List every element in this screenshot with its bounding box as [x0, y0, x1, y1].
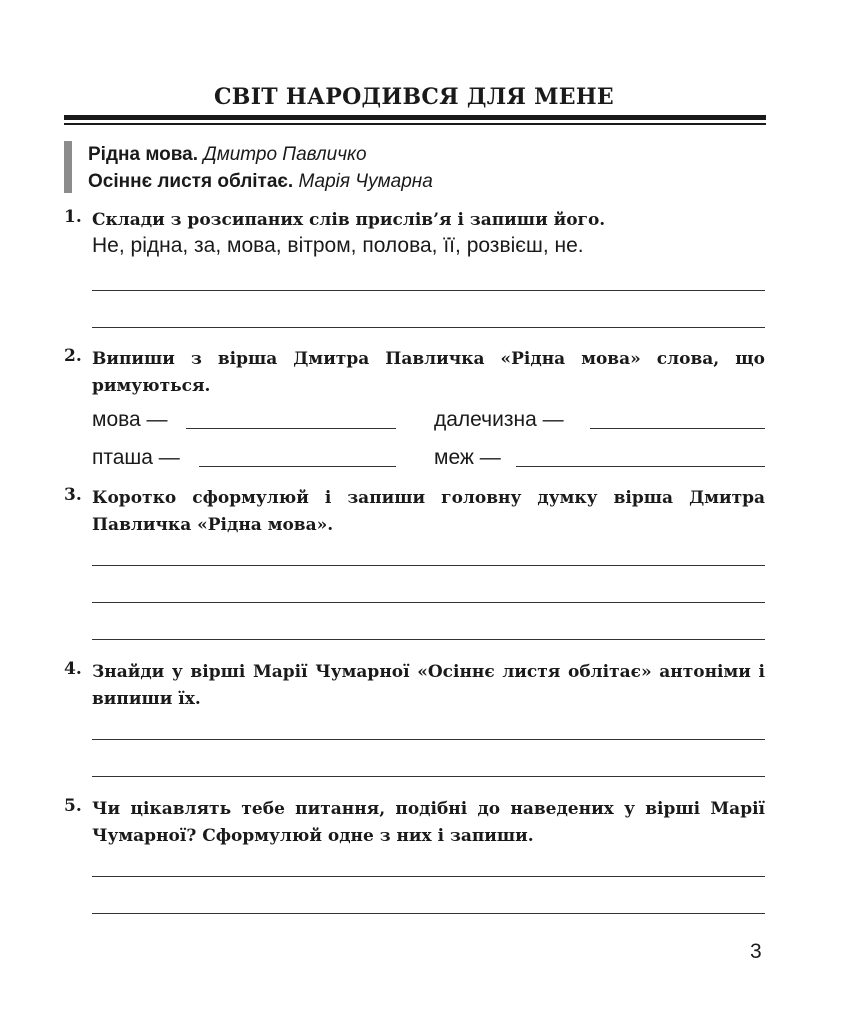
- answer-line[interactable]: [92, 290, 765, 291]
- page-title: СВІТ НАРОДИВСЯ ДЛЯ МЕНЕ: [214, 84, 614, 110]
- question-text: Чи цікавлять тебе питання, подібні до наведених у вірші Марії Чумарної? Сформулюй одне з них і запиши.: [92, 799, 765, 846]
- topic-work-title: Осіннє листя облітає.: [88, 171, 294, 192]
- question-text: Коротко сформулюй і запиши головну думку вірша Дмитра Павличка «Рідна мова».: [92, 488, 765, 535]
- topic-line-2: [88, 171, 433, 193]
- title-rule-thin: [64, 123, 766, 125]
- question-number: 4.: [64, 659, 82, 679]
- scrambled-words: Не, рідна, за, мова, вітром, полова, її, розвієш, не.: [92, 234, 584, 257]
- page-number: 3: [750, 940, 762, 963]
- answer-line[interactable]: [92, 776, 765, 777]
- rhyme-label: меж —: [434, 446, 501, 469]
- question-number: 1.: [64, 207, 82, 227]
- question-number: 2.: [64, 346, 82, 366]
- answer-line[interactable]: [92, 602, 765, 603]
- answer-line[interactable]: [92, 739, 765, 740]
- question-text: Знайди у вірші Марії Чумарної «Осіннє листя облітає» антоніми і випиши їх.: [92, 662, 765, 709]
- topic-work-title: Рідна мова.: [88, 144, 199, 165]
- answer-line[interactable]: [92, 913, 765, 914]
- rhyme-label: мова —: [92, 408, 168, 431]
- question-text: Випиши з вірша Дмитра Павличка «Рідна мова» слова, що римуються.: [92, 349, 765, 396]
- question-number: 5.: [64, 796, 82, 816]
- question-number: 3.: [64, 485, 82, 505]
- topic-side-bar: [64, 141, 72, 193]
- rhyme-label: далечизна —: [434, 408, 564, 431]
- answer-line[interactable]: [92, 639, 765, 640]
- topic-line-1: [88, 144, 367, 166]
- answer-line[interactable]: [92, 327, 765, 328]
- question-text: Склади з розсипаних слів прислів’я і запиши його.: [92, 210, 606, 230]
- topic-author: Дмитро Павличко: [203, 144, 367, 165]
- answer-line[interactable]: [92, 565, 765, 566]
- answer-line[interactable]: [516, 466, 765, 467]
- rhyme-label: пташа —: [92, 446, 180, 469]
- answer-line[interactable]: [92, 876, 765, 877]
- title-rule-thick: [64, 115, 766, 120]
- answer-line[interactable]: [590, 428, 765, 429]
- answer-line[interactable]: [199, 466, 396, 467]
- topic-author: Марія Чумарна: [298, 171, 433, 192]
- answer-line[interactable]: [186, 428, 396, 429]
